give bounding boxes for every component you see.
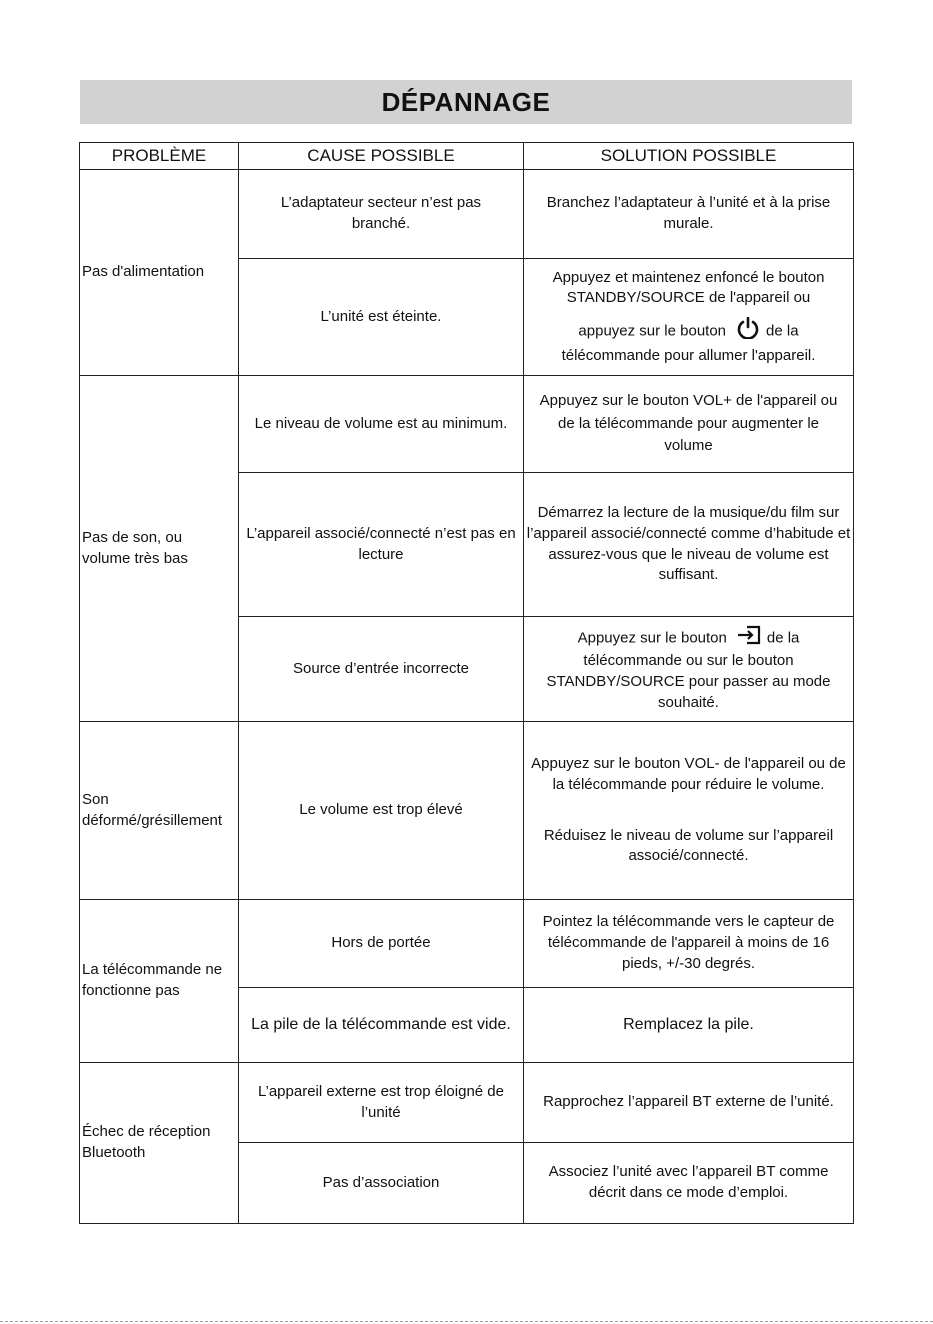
solution-text: télécommande ou sur le bouton STANDBY/SOURCE pour passer au mode souhaité. bbox=[546, 652, 831, 711]
solution-cell: Pointez la télécommande vers le capteur de télécommande de l'appareil à moins de 16 pieds, +/-30 degrés. bbox=[524, 900, 854, 988]
problem-cell: Échec de réception Bluetooth bbox=[80, 1063, 239, 1224]
solution-cell: Démarrez la lecture de la musique/du film sur l’appareil associé/connecté comme d’habitude et assurez-vous que le niveau de volume est suffisant. bbox=[524, 473, 854, 617]
problem-cell: Son déformé/grésillement bbox=[80, 722, 239, 900]
solution-text-pre: Appuyez sur le bouton bbox=[577, 628, 727, 646]
table-header-row bbox=[80, 143, 854, 170]
solution-text bbox=[526, 625, 851, 652]
solution-text: de la télécommande pour augmenter le bbox=[558, 414, 819, 432]
solution-cell bbox=[524, 722, 854, 900]
solution-cell: Associez l’unité avec l’appareil BT comme décrit dans ce mode d’emploi. bbox=[524, 1143, 854, 1224]
table-row bbox=[80, 170, 854, 259]
solution-cell: Branchez l’adaptateur à l’unité et à la prise murale. bbox=[524, 170, 854, 259]
cause-cell: L’unité est éteinte. bbox=[239, 259, 524, 376]
solution-cell bbox=[524, 259, 854, 376]
solution-cell bbox=[524, 376, 854, 473]
solution-text: Réduisez le niveau de volume sur l’appareil associé/connecté. bbox=[543, 826, 834, 865]
problem-cell: La télécommande ne fonctionne pas bbox=[80, 900, 239, 1063]
power-icon bbox=[736, 317, 760, 346]
cause-cell: Le volume est trop élevé bbox=[239, 722, 524, 900]
solution-text-pre: appuyez sur le bouton bbox=[578, 322, 727, 340]
solution-text: Appuyez et maintenez enfoncé le bouton STANDBY/SOURCE de l'appareil ou bbox=[552, 268, 825, 307]
cause-cell: L’adaptateur secteur n’est pas branché. bbox=[239, 170, 524, 259]
header-solution: SOLUTION POSSIBLE bbox=[524, 143, 854, 170]
problem-cell: Pas d'alimentation bbox=[80, 170, 239, 376]
solution-text-post: de la bbox=[766, 322, 799, 340]
troubleshooting-table bbox=[79, 142, 854, 1224]
cause-cell: Le niveau de volume est au minimum. bbox=[239, 376, 524, 473]
page-edge-divider bbox=[0, 1321, 933, 1322]
cause-cell: Source d’entrée incorrecte bbox=[239, 617, 524, 722]
solution-text: Appuyez sur le bouton VOL+ de l'appareil ou bbox=[539, 392, 838, 410]
cause-cell: L’appareil externe est trop éloigné de l’unité bbox=[239, 1063, 524, 1143]
solution-text: télécommande pour allumer l'appareil. bbox=[561, 346, 816, 364]
table-row bbox=[80, 722, 854, 900]
solution-cell bbox=[524, 617, 854, 722]
solution-text bbox=[526, 317, 851, 346]
solution-text-post: de la bbox=[766, 628, 800, 646]
cause-cell: L’appareil associé/connecté n’est pas en lecture bbox=[239, 473, 524, 617]
spacer bbox=[526, 796, 851, 826]
input-source-icon bbox=[737, 625, 761, 652]
solution-text: volume bbox=[664, 437, 713, 455]
cause-cell: Hors de portée bbox=[239, 900, 524, 988]
title-banner bbox=[80, 80, 852, 124]
problem-cell: Pas de son, ou volume très bas bbox=[80, 376, 239, 722]
solution-text: Appuyez sur le bouton VOL- de l'appareil ou de la télécommande pour réduire le volume. bbox=[531, 755, 846, 793]
table-row bbox=[80, 900, 854, 988]
cause-cell: Pas d’association bbox=[239, 1143, 524, 1224]
header-cause: CAUSE POSSIBLE bbox=[239, 143, 524, 170]
table-row bbox=[80, 1063, 854, 1143]
header-problem: PROBLÈME bbox=[80, 143, 239, 170]
cause-cell: La pile de la télécommande est vide. bbox=[239, 988, 524, 1063]
page-title: DÉPANNAGE bbox=[381, 86, 551, 117]
solution-cell: Rapprochez l’appareil BT externe de l’unité. bbox=[524, 1063, 854, 1143]
solution-cell: Remplacez la pile. bbox=[524, 988, 854, 1063]
table-row bbox=[80, 376, 854, 473]
spacer bbox=[526, 309, 851, 317]
